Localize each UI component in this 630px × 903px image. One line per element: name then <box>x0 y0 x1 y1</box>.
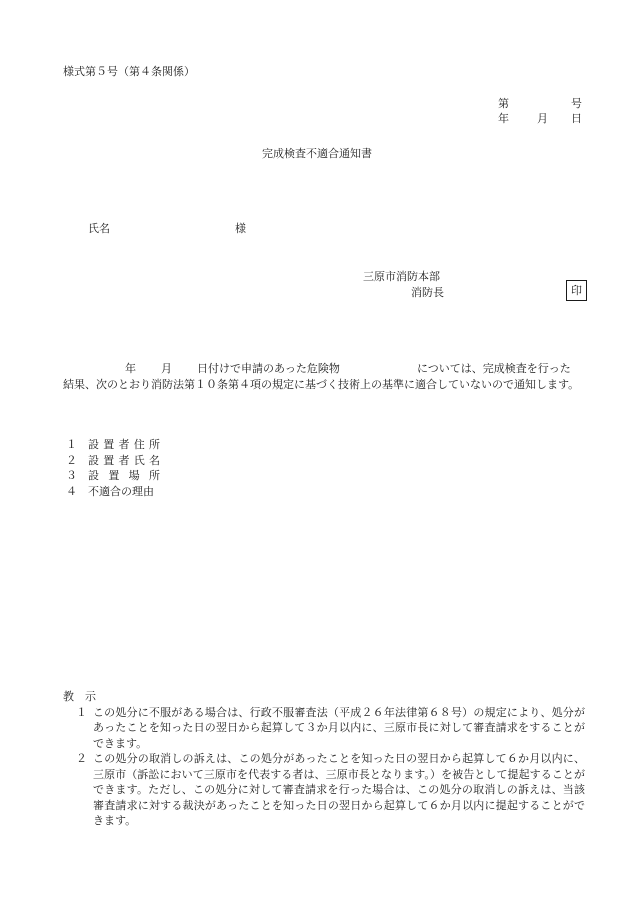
body-line1-tail: については、完成検査を行った <box>417 362 571 375</box>
addressee-honorific: 様 <box>235 222 246 235</box>
item-list <box>66 437 160 499</box>
notice-item: ２ この処分の取消しの訴えは、この処分があったことを知った日の翌日から起算して６か月以内に、三原市（訴訟において三原市を代表する者は、三原市長となります。）を被告として提起することができます。ただし、この処分に対して審査請求を行った場合は、この処分の取消しの訴えは、当該審査請求に対する裁決があったことを知った日の翌日から起算して６か月以内に提起することができます。 <box>76 752 585 827</box>
date-day: 日 <box>571 112 582 125</box>
list-item: １ 設置者住所 <box>66 438 160 451</box>
list-item: ４ 不適合の理由 <box>66 484 154 498</box>
body-month: 月 <box>161 362 172 375</box>
addressee-name-label: 氏名 <box>88 222 110 235</box>
form-label: 様式第５号（第４条関係） <box>63 65 195 78</box>
list-item: ２ 設置者氏名 <box>66 453 160 467</box>
notice-item: １ この処分に不服がある場合は、行政不服審査法（平成２６年法律第６８号）の規定により、処分があったことを知った日の翌日から起算して３か月以内に、三原市長に対して審査請求をすることができます。 <box>76 705 585 750</box>
number-suffix: 号 <box>571 97 582 110</box>
date-month: 月 <box>537 112 548 125</box>
date-year: 年 <box>498 112 509 125</box>
number-prefix: 第 <box>498 97 509 110</box>
issuer-role: 消防長 <box>411 286 444 299</box>
document-title: 完成検査不適合通知書 <box>262 147 372 160</box>
body-text: 結果、次のとおり消防法第１０条第４項の規定に基づく技術上の基準に適合していないので通知します。 <box>63 378 580 391</box>
seal-stamp: 印 <box>566 280 587 301</box>
notice-heading: 教 示 <box>63 690 96 703</box>
notice-section <box>63 689 585 829</box>
list-item: ３ 設置場所 <box>66 469 160 482</box>
body-year: 年 <box>125 362 136 375</box>
body-date-suffix: 日付けで申請のあった危険物 <box>197 362 340 375</box>
issuer-organization: 三原市消防本部 <box>363 270 440 283</box>
